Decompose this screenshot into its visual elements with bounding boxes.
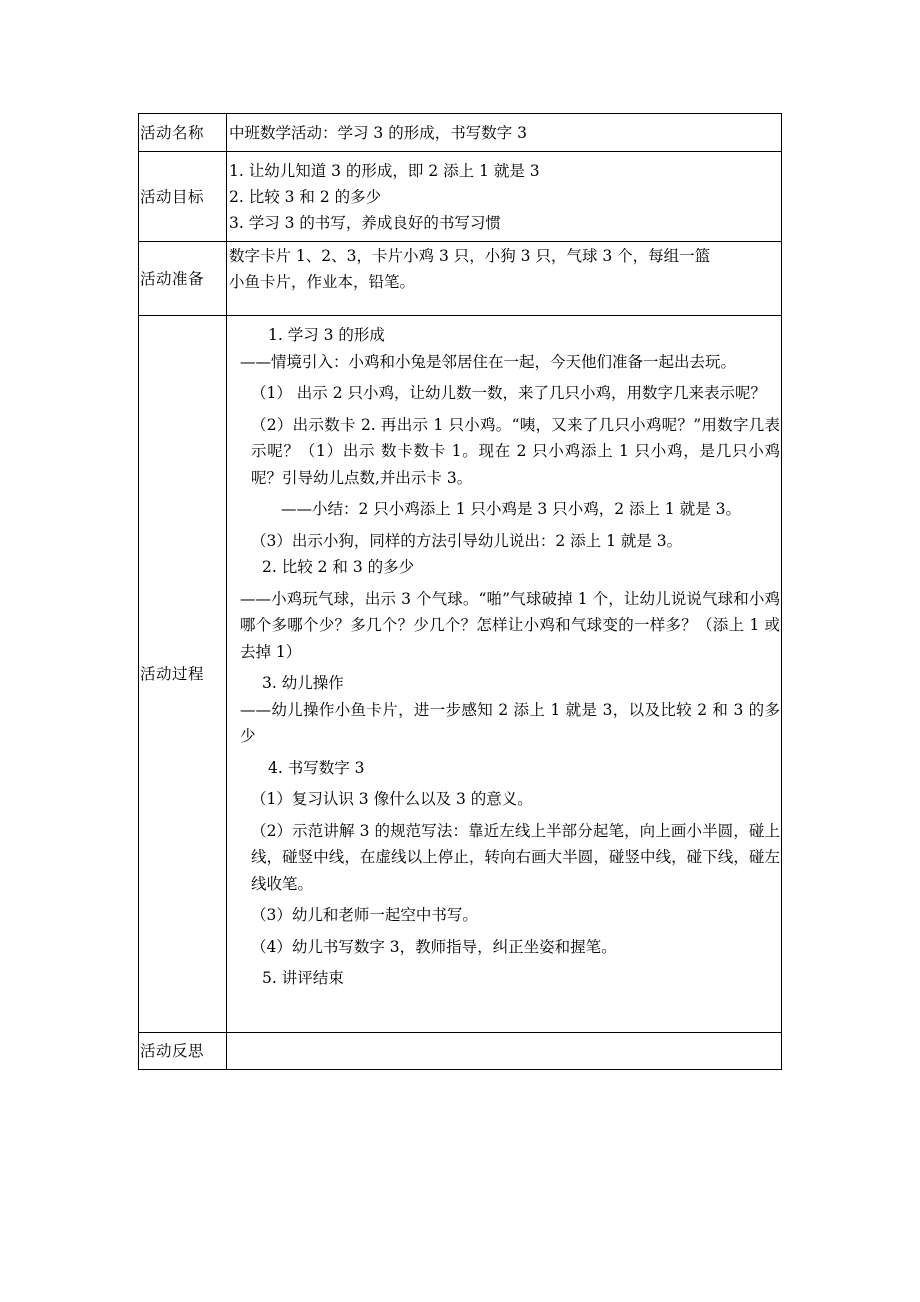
process-step-heading: 1. 学习 3 的形成 <box>268 326 385 344</box>
process-paragraph: （1） 出示 2 只小鸡，让幼儿数一数，来了几只小鸡，用数字几来表示呢？ <box>251 384 767 402</box>
activity-goals-list <box>227 152 782 242</box>
row-activity-name <box>139 114 782 152</box>
label-activity-name: 活动名称 <box>139 114 227 152</box>
row-activity-preparation <box>139 242 782 316</box>
process-step-heading: 4. 书写数字 3 <box>268 758 365 777</box>
activity-preparation-text <box>227 242 782 316</box>
process-paragraph: （3）出示小狗，同样的方法引导幼儿说出：2 添上 1 就是 3。 <box>251 531 683 550</box>
activity-name-value <box>227 114 782 152</box>
process-step-heading: 2. 比较 2 和 3 的多少 <box>262 558 415 576</box>
goal-item: 3. 学习 3 的书写，养成良好的书写习惯 <box>229 213 501 232</box>
process-paragraph: （1）复习认识 3 像什么以及 3 的意义。 <box>251 790 533 808</box>
lesson-plan-table <box>138 113 782 1070</box>
activity-name-text: 中班数学活动：学习 3 的形成，书写数字 3 <box>229 123 528 142</box>
row-activity-process <box>139 316 782 1033</box>
goal-item: 1. 让幼儿知道 3 的形成，即 2 添上 1 就是 3 <box>229 161 540 180</box>
label-activity-preparation: 活动准备 <box>139 242 227 316</box>
label-activity-goals: 活动目标 <box>139 152 227 242</box>
process-paragraph: ——情境引入：小鸡和小兔是邻居住在一起，今天他们准备一起出去玩。 <box>240 352 737 371</box>
goal-item: 2. 比较 3 和 2 的多少 <box>229 187 382 206</box>
activity-process-steps <box>227 316 782 1033</box>
preparation-line: 小鱼卡片，作业本，铅笔。 <box>229 273 416 291</box>
process-paragraph: ——小结：2 只小鸡添上 1 只小鸡是 3 只小鸡，2 添上 1 就是 3。 <box>281 500 742 518</box>
row-activity-goals <box>139 152 782 242</box>
process-step-heading: 3. 幼儿操作 <box>262 674 344 692</box>
process-paragraph: （3）幼儿和老师一起空中书写。 <box>251 906 478 924</box>
label-activity-reflection: 活动反思 <box>139 1033 227 1070</box>
process-paragraph: （4）幼儿书写数字 3，教师指导，纠正坐姿和握笔。 <box>251 937 617 956</box>
activity-reflection-value <box>227 1033 782 1070</box>
preparation-line: 数字卡片 1、2、3，卡片小鸡 3 只，小狗 3 只，气球 3 个，每组一篮 <box>229 247 711 265</box>
process-step-heading: 5. 讲评结束 <box>262 969 344 987</box>
process-paragraph: ——幼儿操作小鱼卡片，进一步感知 2 添上 1 就是 3，以及比较 2 和 3 的多少 <box>240 700 780 745</box>
process-paragraph: （2）示范讲解 3 的规范写法：靠近左线上半部分起笔，向上画小半圆，碰上线，碰竖中线，在虚线以上停止，转向右画大半圆，碰竖中线，碰下线，碰左线收笔。 <box>251 821 780 893</box>
row-activity-reflection <box>139 1033 782 1070</box>
label-activity-process: 活动过程 <box>139 316 227 1033</box>
process-paragraph: ——小鸡玩气球，出示 3 个气球。“啪”气球破掉 1 个，让幼儿说说气球和小鸡哪个多哪个少？多几个？少几个？怎样让小鸡和气球变的一样多？（添上 1 或去掉 1） <box>240 589 780 661</box>
process-paragraph: （2）出示数卡 2. 再出示 1 只小鸡。“咦，又来了几只小鸡呢？”用数字几表示呢？（1）出示 数卡数卡 1。现在 2 只小鸡添上 1 只小鸡，是几只小鸡呢？引导幼儿点数,并出示卡 3。 <box>251 415 780 487</box>
